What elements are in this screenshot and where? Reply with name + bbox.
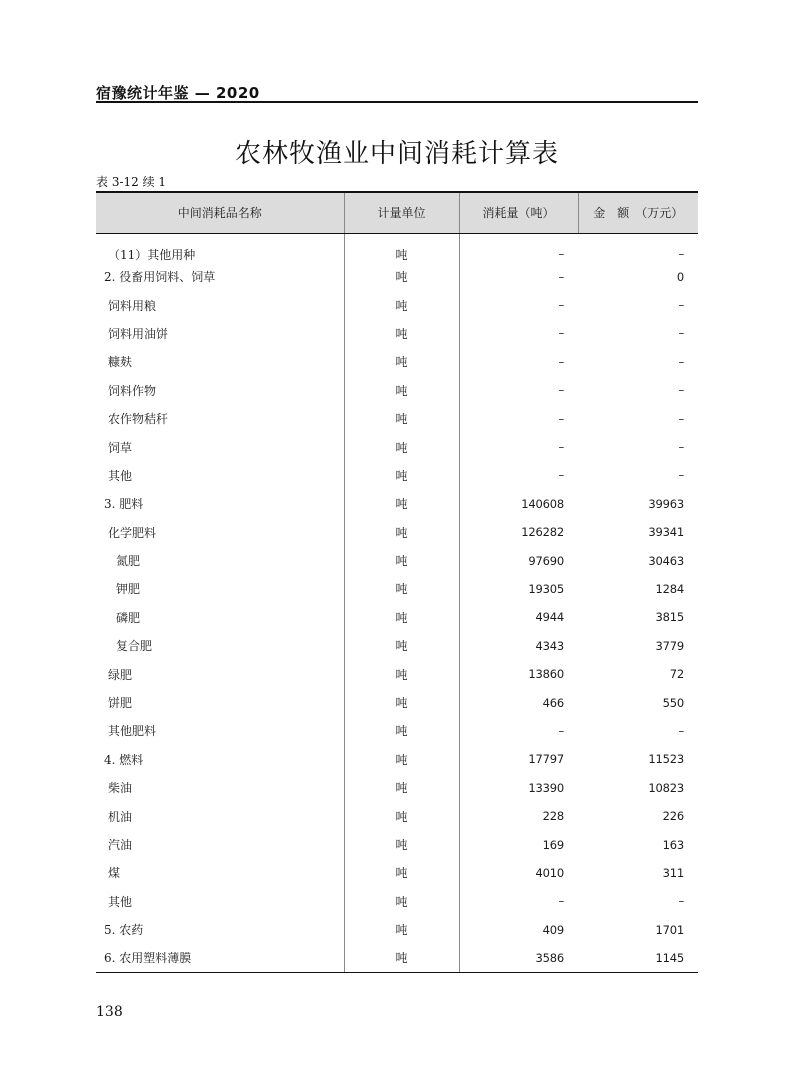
row-quantity-cell: 4343 (535, 638, 564, 653)
row-amount-cell: 3815 (655, 610, 684, 625)
row-unit-cell: 吨 (344, 404, 459, 432)
column-header-name: 中间消耗品名称 (96, 192, 344, 233)
row-amount-cell: – (678, 354, 684, 369)
row-unit-cell: 吨 (344, 632, 459, 660)
row-unit-cell: 吨 (344, 490, 459, 518)
row-name-cell: 复合肥 (96, 632, 344, 660)
row-unit-cell: 吨 (344, 575, 459, 603)
row-amount-cell: – (678, 468, 684, 483)
table-row (96, 348, 698, 376)
table-row (96, 263, 698, 291)
row-amount-cell: – (678, 247, 684, 261)
table-row (96, 717, 698, 745)
table-row (96, 461, 698, 489)
row-name-cell: 绿肥 (96, 660, 344, 688)
row-quantity-cell: 466 (542, 695, 564, 710)
table-row (96, 233, 698, 263)
column-header-quantity: 消耗量（吨） (459, 192, 578, 233)
row-amount-cell: 226 (662, 809, 684, 824)
table-body (96, 233, 698, 972)
row-amount-cell: – (678, 326, 684, 341)
row-quantity-cell: 126282 (521, 525, 564, 540)
row-quantity-cell: – (558, 326, 564, 341)
row-unit-cell: 吨 (344, 830, 459, 858)
row-quantity-cell: 169 (542, 837, 564, 852)
row-amount-cell: 1701 (655, 922, 684, 937)
table-row (96, 632, 698, 660)
row-name-cell: 农作物秸秆 (96, 404, 344, 432)
page-number: 138 (96, 1004, 123, 1020)
row-unit-cell: 吨 (344, 859, 459, 887)
table-row (96, 575, 698, 603)
row-name-cell: 饲料作物 (96, 376, 344, 404)
row-name-cell: 钾肥 (96, 575, 344, 603)
row-amount-cell: 311 (662, 865, 684, 880)
row-quantity-cell: 4944 (535, 610, 564, 625)
row-quantity-cell: 19305 (528, 581, 564, 596)
row-unit-cell: 吨 (344, 717, 459, 745)
row-quantity-cell: 140608 (521, 496, 564, 511)
table-row (96, 518, 698, 546)
column-header-unit: 计量单位 (344, 192, 459, 233)
row-amount-cell: 163 (662, 837, 684, 852)
row-name-cell: 磷肥 (96, 603, 344, 631)
table-row (96, 433, 698, 461)
table-header-row (96, 192, 698, 233)
row-quantity-cell: – (558, 411, 564, 426)
row-name-cell: 2. 役畜用饲料、饲草 (96, 263, 344, 291)
row-amount-cell: 72 (669, 667, 684, 682)
row-name-cell: 糠麸 (96, 348, 344, 376)
row-name-cell: 3. 肥料 (96, 490, 344, 518)
row-amount-cell: – (678, 411, 684, 426)
row-name-cell: （11）其他用种 (96, 233, 344, 263)
table-row (96, 546, 698, 574)
row-amount-cell: 0 (676, 269, 684, 284)
row-unit-cell: 吨 (344, 433, 459, 461)
row-quantity-cell: – (558, 894, 564, 909)
row-quantity-cell: 97690 (528, 553, 564, 568)
row-name-cell: 6. 农用塑料薄膜 (96, 944, 344, 972)
table-row (96, 376, 698, 404)
table-row (96, 603, 698, 631)
table-row (96, 404, 698, 432)
table-row (96, 915, 698, 943)
table-row (96, 291, 698, 319)
row-quantity-cell: – (558, 354, 564, 369)
row-name-cell: 4. 燃料 (96, 745, 344, 773)
row-name-cell: 煤 (96, 859, 344, 887)
table-row (96, 660, 698, 688)
row-amount-cell: 3779 (655, 638, 684, 653)
row-unit-cell: 吨 (344, 518, 459, 546)
row-name-cell: 饼肥 (96, 688, 344, 716)
row-unit-cell: 吨 (344, 802, 459, 830)
row-amount-cell: – (678, 383, 684, 398)
row-amount-cell: 39963 (648, 496, 684, 511)
row-quantity-cell: 228 (542, 809, 564, 824)
data-table-container (96, 191, 698, 973)
row-name-cell: 其他 (96, 887, 344, 915)
table-row (96, 745, 698, 773)
row-name-cell: 机油 (96, 802, 344, 830)
row-quantity-cell: 13860 (528, 667, 564, 682)
row-unit-cell: 吨 (344, 376, 459, 404)
row-quantity-cell: – (558, 298, 564, 313)
row-unit-cell: 吨 (344, 461, 459, 489)
row-quantity-cell: – (558, 468, 564, 483)
table-row (96, 802, 698, 830)
row-amount-cell: 11523 (648, 752, 684, 767)
table-row (96, 944, 698, 972)
row-name-cell: 饲料用粮 (96, 291, 344, 319)
row-unit-cell: 吨 (344, 774, 459, 802)
row-unit-cell: 吨 (344, 263, 459, 291)
row-name-cell: 化学肥料 (96, 518, 344, 546)
row-unit-cell: 吨 (344, 887, 459, 915)
row-amount-cell: – (678, 298, 684, 313)
row-name-cell: 饲料用油饼 (96, 319, 344, 347)
row-amount-cell: – (678, 723, 684, 738)
row-amount-cell: 10823 (648, 780, 684, 795)
table-row (96, 859, 698, 887)
row-amount-cell: 30463 (648, 553, 684, 568)
data-table (96, 191, 698, 973)
table-row (96, 774, 698, 802)
row-amount-cell: – (678, 440, 684, 455)
row-unit-cell: 吨 (344, 291, 459, 319)
row-quantity-cell: – (558, 440, 564, 455)
row-name-cell: 柴油 (96, 774, 344, 802)
row-name-cell: 饲草 (96, 433, 344, 461)
row-amount-cell: 550 (662, 695, 684, 710)
row-unit-cell: 吨 (344, 319, 459, 347)
row-quantity-cell: 17797 (528, 752, 564, 767)
row-quantity-cell: – (558, 269, 564, 284)
table-row (96, 887, 698, 915)
row-amount-cell: 1284 (655, 581, 684, 596)
row-amount-cell: – (678, 894, 684, 909)
table-row (96, 319, 698, 347)
row-unit-cell: 吨 (344, 915, 459, 943)
row-unit-cell: 吨 (344, 688, 459, 716)
row-quantity-cell: – (558, 383, 564, 398)
row-quantity-cell: 3586 (459, 944, 578, 972)
row-unit-cell: 吨 (344, 944, 459, 972)
page-title: 农林牧渔业中间消耗计算表 (234, 139, 559, 169)
row-amount-cell: 39341 (648, 525, 684, 540)
row-unit-cell: 吨 (344, 603, 459, 631)
row-quantity-cell: 4010 (535, 865, 564, 880)
row-name-cell: 5. 农药 (96, 915, 344, 943)
row-unit-cell: 吨 (344, 233, 459, 263)
row-name-cell: 氮肥 (96, 546, 344, 574)
row-quantity-cell: – (558, 247, 564, 261)
row-quantity-cell: 13390 (528, 780, 564, 795)
row-unit-cell: 吨 (344, 348, 459, 376)
row-amount-cell: 1145 (578, 944, 698, 972)
table-row (96, 490, 698, 518)
header-rule (96, 101, 698, 103)
row-unit-cell: 吨 (344, 745, 459, 773)
row-unit-cell: 吨 (344, 660, 459, 688)
column-header-amount: 金 额 （万元） (578, 192, 698, 233)
running-header: 宿豫统计年鉴 — 2020 (96, 84, 260, 102)
table-id: 表 3-12 续 1 (96, 175, 167, 189)
row-quantity-cell: – (558, 723, 564, 738)
table-row (96, 830, 698, 858)
row-unit-cell: 吨 (344, 546, 459, 574)
row-name-cell: 其他 (96, 461, 344, 489)
row-name-cell: 其他肥料 (96, 717, 344, 745)
row-quantity-cell: 409 (542, 922, 564, 937)
table-row (96, 688, 698, 716)
row-name-cell: 汽油 (96, 830, 344, 858)
